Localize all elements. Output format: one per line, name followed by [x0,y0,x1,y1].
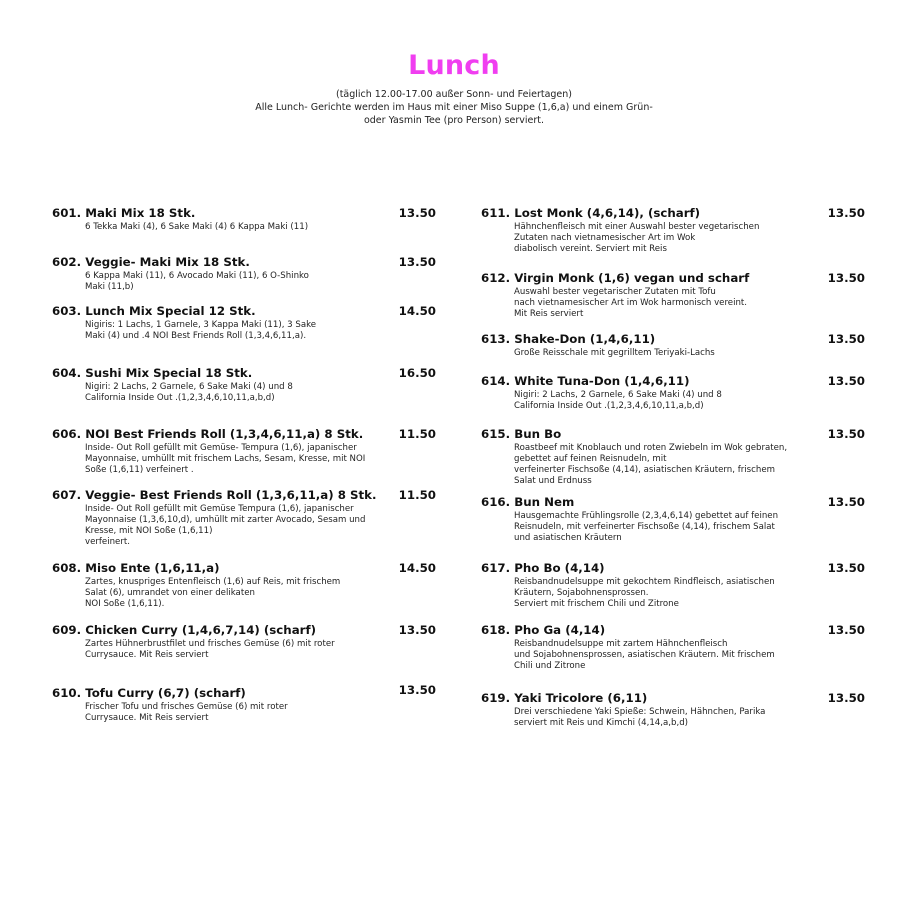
menu-item-name: 608. Miso Ente (1,6,11,a) [52,561,220,575]
description-line: Mit Reis serviert [514,309,584,319]
menu-item-price: 13.50 [398,255,436,269]
menu-item [481,561,775,610]
menu-item-name: 611. Lost Monk (4,6,14), (scharf) [481,206,701,220]
menu-item-description [52,222,308,233]
menu-item [481,206,759,255]
menu-item-description [52,577,340,610]
menu-item-name: 613. Shake-Don (1,4,6,11) [481,332,656,346]
description-line: Nigiris: 1 Lachs, 1 Garnele, 3 Kappa Maki (11), 3 Sake [85,320,317,330]
menu-item-description [52,702,288,724]
description-line: Auswahl bester vegetarischer Zutaten mit Tofu [514,287,716,297]
description-line: Serviert mit frischem Chili und Zitrone [514,599,679,609]
description-line: Roastbeef mit Knoblauch und roten Zwiebeln im Wok gebraten, [514,443,788,453]
menu-item [52,686,288,724]
menu-item-name: 612. Virgin Monk (1,6) vegan und scharf [481,271,750,285]
menu-item-name: 614. White Tuna-Don (1,4,6,11) [481,374,690,388]
menu-item-description [481,222,759,255]
menu-item-price: 13.50 [398,623,436,637]
menu-item [52,561,340,610]
menu-item-description [52,504,377,548]
menu-item-name: 607. Veggie- Best Friends Roll (1,3,6,11,a) 8 Stk. [52,488,377,502]
menu-item-description [481,577,775,610]
menu-item-description [481,348,715,359]
description-line: Reisbandnudelsuppe mit zartem Hähnchenfleisch [514,639,728,649]
menu-item [481,332,715,359]
menu-item-description [52,271,309,293]
menu-item-price: 13.50 [398,683,436,697]
menu-item-name: 601. Maki Mix 18 Stk. [52,206,196,220]
menu-item-name: 603. Lunch Mix Special 12 Stk. [52,304,256,318]
menu-item [481,271,749,320]
subtitle-line: Alle Lunch- Gerichte werden im Haus mit einer Miso Suppe (1,6,a) und einem Grün- [255,102,653,113]
menu-item-description [481,287,749,320]
description-line: Inside- Out Roll gefüllt mit Gemüse- Tempura (1,6), japanischer [85,443,357,453]
lunch-info [0,88,908,127]
description-line: Salat (6), umrandet von einer delikaten [85,588,255,598]
description-line: Nigiri: 2 Lachs, 2 Garnele, 6 Sake Maki (4) und 8 [514,390,722,400]
menu-item-price: 13.50 [827,691,865,705]
menu-item-name: 619. Yaki Tricolore (6,11) [481,691,648,705]
menu-item-name: 618. Pho Ga (4,14) [481,623,606,637]
menu-item-description [481,639,775,672]
menu-item-price: 13.50 [827,271,865,285]
description-line: Große Reisschale mit gegrilltem Teriyaki-Lachs [514,348,715,358]
menu-item [52,488,377,548]
description-line: Reisbandnudelsuppe mit gekochtem Rindfleisch, asiatischen [514,577,775,587]
menu-item [481,623,775,672]
menu-item-name: 615. Bun Bo [481,427,562,441]
menu-item-description [52,382,293,404]
description-line: Maki (11,b) [85,282,134,292]
description-line: California Inside Out .(1,2,3,4,6,10,11,a,b,d) [514,401,704,411]
description-line: NOI Soße (1,6,11). [85,599,165,609]
menu-item [481,374,722,412]
menu-item-price: 13.50 [827,427,865,441]
subtitle-line: (täglich 12.00-17.00 außer Sonn- und Feiertagen) [335,89,572,100]
menu-item [52,206,308,233]
description-line: California Inside Out .(1,2,3,4,6,10,11,a,b,d) [85,393,275,403]
description-line: Kresse, mit NOI Soße (1,6,11) [85,526,213,536]
menu-item-price: 14.50 [398,304,436,318]
description-line: Inside- Out Roll gefüllt mit Gemüse Tempura (1,6), japanischer [85,504,354,514]
menu-item-name: 609. Chicken Curry (1,4,6,7,14) (scharf) [52,623,317,637]
description-line: Zartes Hühnerbrustfilet und frisches Gemüse (6) mit roter [85,639,335,649]
menu-item-price: 13.50 [827,623,865,637]
description-line: verfeinert. [85,537,130,547]
menu-item [52,304,316,342]
menu-item-price: 14.50 [398,561,436,575]
subtitle-line: oder Yasmin Tee (pro Person) serviert. [363,115,545,126]
menu-item-description [52,320,316,342]
menu-item [52,255,309,293]
description-line: Drei verschiedene Yaki Spieße: Schwein, Hähnchen, Parika [514,707,766,717]
description-line: und asiatischen Kräutern [514,533,622,543]
menu-item-price: 13.50 [827,561,865,575]
menu-item-name: 602. Veggie- Maki Mix 18 Stk. [52,255,250,269]
menu-item-description [52,639,335,661]
menu-item [52,366,293,404]
menu-item-description [481,390,722,412]
menu-item [481,427,787,487]
menu-item-price: 16.50 [398,366,436,380]
menu-item-price: 13.50 [827,206,865,220]
menu-item-price: 13.50 [827,374,865,388]
description-line: verfeinerter Fischsoße (4,14), asiatischen Kräutern, frischem [514,465,775,475]
description-line: Currysauce. Mit Reis serviert [85,713,209,723]
description-line: Kräutern, Sojabohnensprossen. [514,588,649,598]
description-line: Soße (1,6,11) verfeinert . [85,465,194,475]
menu-item [52,427,365,476]
description-line: 6 Tekka Maki (4), 6 Sake Maki (4) 6 Kappa Maki (11) [85,222,309,232]
menu-item-name: 604. Sushi Mix Special 18 Stk. [52,366,253,380]
description-line: Hausgemachte Frühlingsrolle (2,3,4,6,14) gebettet auf feinen [514,511,779,521]
menu-item-name: 616. Bun Nem [481,495,575,509]
menu-item [52,623,335,661]
description-line: Chili und Zitrone [514,661,586,671]
menu-item-name: 606. NOI Best Friends Roll (1,3,4,6,11,a) 8 Stk. [52,427,364,441]
menu-item-description [52,443,365,476]
menu-item-description [481,511,778,544]
menu-item [481,691,765,729]
menu-item-name: 617. Pho Bo (4,14) [481,561,605,575]
description-line: Frischer Tofu und frisches Gemüse (6) mit roter [85,702,288,712]
menu-item-name: 610. Tofu Curry (6,7) (scharf) [52,686,246,700]
description-line: Salat und Erdnuss [514,476,592,486]
menu-item-price: 11.50 [398,427,436,441]
description-line: Reisnudeln, mit verfeinerter Fischsoße (4,14), frischem Salat [514,522,775,532]
description-line: Zutaten nach vietnamesischer Art im Wok [514,233,696,243]
description-line: Currysauce. Mit Reis serviert [85,650,209,660]
description-line: Zartes, knuspriges Entenfleisch (1,6) auf Reis, mit frischem [85,577,341,587]
description-line: nach vietnamesischer Art im Wok harmonisch vereint. [514,298,748,308]
description-line: Maki (4) und .4 NOI Best Friends Roll (1,3,4,6,11,a). [85,331,307,341]
description-line: und Sojabohnensprossen, asiatischen Kräutern. Mit frischem [514,650,775,660]
menu-item-price: 13.50 [827,495,865,509]
menu-item-description [481,707,765,729]
description-line: gebettet auf feinen Reisnudeln, mit [514,454,667,464]
description-line: Mayonnaise, umhüllt mit frischem Lachs, Sesam, Kresse, mit NOI [85,454,366,464]
menu-item-price: 11.50 [398,488,436,502]
menu-item-price: 13.50 [398,206,436,220]
description-line: Mayonnaise (1,3,6,10,d), umhüllt mit zarter Avocado, Sesam und [85,515,366,525]
description-line: Hähnchenfleisch mit einer Auswahl bester vegetarischen [514,222,760,232]
menu-item-description [481,443,787,487]
description-line: 6 Kappa Maki (11), 6 Avocado Maki (11), 6 O-Shinko [85,271,309,281]
description-line: serviert mit Reis und Kimchi (4,14,a,b,d) [514,718,688,728]
description-line: diabolisch vereint. Serviert mit Reis [514,244,667,254]
page-title: Lunch [408,50,500,81]
description-line: Nigiri: 2 Lachs, 2 Garnele, 6 Sake Maki (4) und 8 [85,382,293,392]
menu-item-price: 13.50 [827,332,865,346]
menu-item [481,495,778,544]
